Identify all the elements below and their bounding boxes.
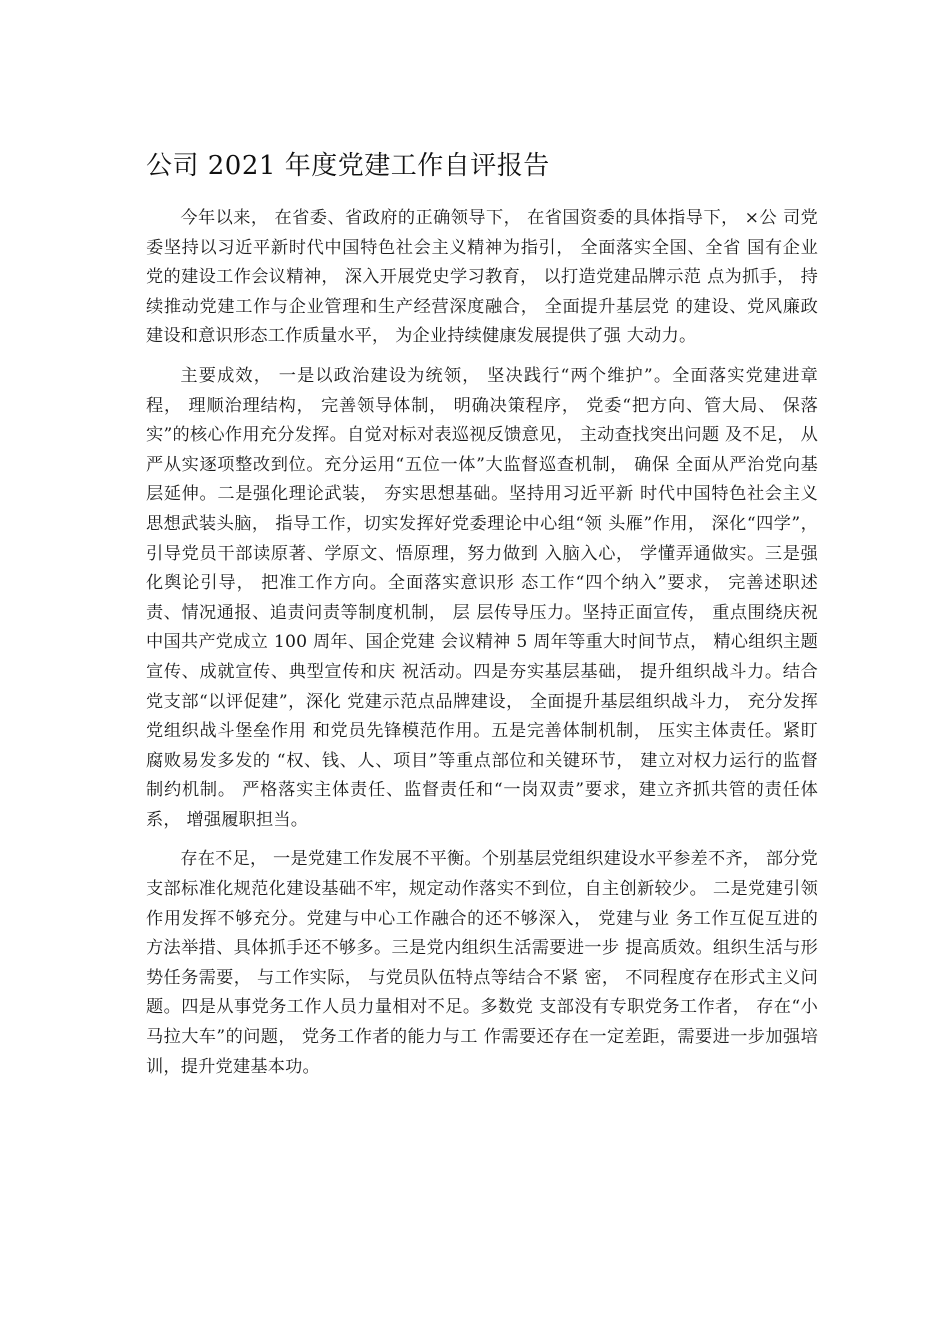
paragraph-introduction: 今年以来， 在省委、省政府的正确领导下， 在省国资委的具体指导下， ×公 司党委坚持以习近平新时代中国特色社会主义精神为指引， 全面落实全国、全省 国有企业党的建设工作会议精神， 深入开展党史学习教育， 以打造党建品牌示范 点为抓手， 持续推动党建工作与企业管理和生产经营深度融合， 全面提升基层党 的建设、党风廉政建设和意识形态工作质量水平， 为企业持续健康发展提供了强 大动力。: [146, 208, 818, 347]
paragraph-shortcomings: 存在不足， 一是党建工作发展不平衡。个别基层党组织建设水平参差不齐， 部分党支部标准化规范化建设基础不牢，规定动作落实不到位，自主创新较少。 二是党建引领作用发挥不够充分。党建与中心工作融合的还不够深入， 党建与业 务工作互促互进的方法举措、具体抓手还不够多。三是党内组织生活需要进一步 提高质效。组织生活与形势任务需要， 与工作实际， 与党员队伍特点等结合不紧 密， 不同程度存在形式主义问题。四是从事党务工作人员力量相对不足。多数党 支部没有专职党务工作者， 存在“小马拉大车”的问题， 党务工作者的能力与工 作需要还存在一定差距，需要进一步加强培训，提升党建基本功。: [146, 849, 818, 1077]
document-title: 公司 2021 年度党建工作自评报告: [146, 151, 550, 181]
paragraph-main-achievements: 主要成效， 一是以政治建设为统领， 坚决践行“两个维护”。全面落实党建进章程， 理顺治理结构， 完善领导体制， 明确决策程序， 党委“把方向、管大局、 保落实”的核心作用充分发挥。自觉对标对表巡视反馈意见， 主动查找突出问题 及不足， 从严从实逐项整改到位。充分运用“五位一体”大监督巡查机制， 确保 全面从严治党向基层延伸。二是强化理论武装， 夯实思想基础。坚持用习近平新 时代中国特色社会主义思想武装头脑， 指导工作，切实发挥好党委理论中心组“领 头雁”作用， 深化“四学”，引导党员干部读原著、学原文、悟原理，努力做到 入脑入心， 学懂弄通做实。三是强化舆论引导， 把准工作方向。全面落实意识形 态工作“四个纳入”要求， 完善述职述责、情况通报、追责问责等制度机制， 层 层传导压力。坚持正面宣传， 重点围绕庆祝中国共产党成立 100 周年、国企党建 会议精神 5 周年等重大时间节点， 精心组织主题宣传、成就宣传、典型宣传和庆 祝活动。四是夯实基层基础， 提升组织战斗力。结合党支部“以评促建”，深化 党建示范点品牌建设， 全面提升基层组织战斗力， 充分发挥党组织战斗堡垒作用 和党员先锋模范作用。五是完善体制机制， 压实主体责任。紧盯腐败易发多发的 “权、钱、人、项目”等重点部位和关键环节， 建立对权力运行的监督制约机制。 严格落实主体责任、监督责任和“一岗双责”要求，建立齐抓共管的责任体系， 增强履职担当。: [146, 365, 818, 830]
document-body: [146, 204, 818, 1092]
